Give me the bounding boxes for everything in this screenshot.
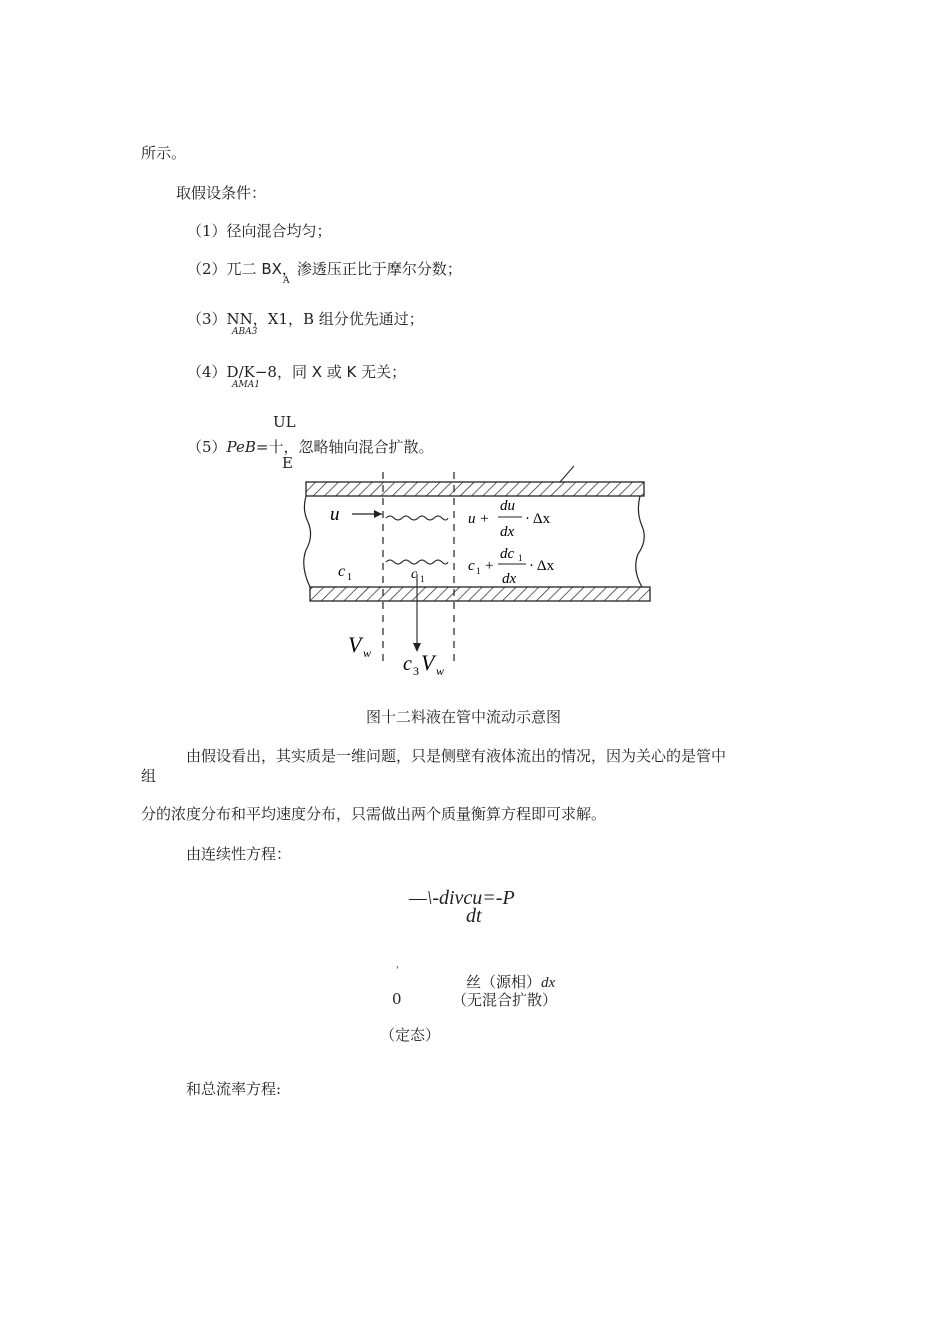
velocity-wave <box>386 516 448 520</box>
assumption-2-sub: A <box>283 276 290 286</box>
label-dx-2: dx <box>502 571 517 587</box>
body-line-2: 分的浓度分布和平均速度分布，只需做出两个质量衡算方程即可求解。 <box>141 805 607 823</box>
zero-value: 0 <box>392 990 402 1008</box>
continuity-formula-dt: dt <box>466 905 482 927</box>
label-c1-plus: + <box>485 558 494 574</box>
assumption-3-number: （3） <box>187 310 227 328</box>
label-c1-left: c <box>338 563 346 580</box>
label-vw-sub: w <box>363 646 372 660</box>
label-u: u <box>330 504 340 525</box>
label-c3-sub: 3 <box>413 664 419 678</box>
source-term-dx: dx <box>541 975 556 991</box>
assumption-2 <box>187 258 462 279</box>
label-c1-left-sub: 1 <box>347 572 352 583</box>
label-dot-dx-1: · Δx <box>525 511 551 527</box>
label-c3-v: V <box>421 650 435 675</box>
body-line-1: 由假设看出，其实质是一维问题，只是侧壁有液体流出的情况，因为关心的是管中 <box>186 747 727 765</box>
assumption-2-expr: 兀二 BX <box>226 260 282 278</box>
assumptions-title: 取假设条件： <box>176 184 267 202</box>
assumption-4-number: （4） <box>187 363 227 381</box>
assumption-5-eq: =十 <box>255 438 284 456</box>
assumption-1: （1）径向混合均匀； <box>187 222 332 240</box>
label-dc1-sub: 1 <box>518 553 523 563</box>
label-dot-dx-2: · Δx <box>529 558 555 574</box>
body-line-1-wrap: 组 <box>141 767 157 785</box>
assumption-4-text: ，同 X 或 K 无关； <box>276 363 407 381</box>
wall-pointer-line <box>560 466 574 482</box>
pipe-top-wall <box>306 482 644 496</box>
assumption-4-sub: AMA1 <box>232 380 260 390</box>
label-c3-v-sub: w <box>436 664 445 678</box>
assumption-2-number: （2） <box>187 260 227 278</box>
pipe-bottom-wall <box>310 587 650 601</box>
figure-caption: 图十二料液在管中流动示意图 <box>366 708 562 726</box>
label-c1-expr: c <box>468 558 475 574</box>
label-dx-1: dx <box>500 524 515 540</box>
continuity-formula: —\-divcu=-P <box>409 887 515 909</box>
label-c3: c <box>403 653 412 675</box>
pipe-left-break <box>304 496 311 587</box>
permeate-arrowhead <box>413 643 421 652</box>
assumption-3-expr: NN <box>226 310 253 328</box>
no-mixing-note: （无混合扩散） <box>452 991 558 1009</box>
steady-state-note: （定态） <box>380 1026 441 1044</box>
assumption-3-text: ，X1，B 组分优先通过； <box>252 310 424 328</box>
continuity-intro: 由连续性方程： <box>186 845 292 863</box>
source-term-text: 丝（源相） <box>466 973 542 991</box>
assumption-5-text: ，忽略轴向混合扩散。 <box>283 438 434 456</box>
label-vw: V <box>348 632 362 657</box>
label-dc1: dc <box>500 546 515 562</box>
assumption-3 <box>187 308 424 329</box>
assumption-3-sub: ABA3 <box>232 327 258 337</box>
label-du: du <box>500 498 515 514</box>
label-c1-mid-sub: 1 <box>420 574 425 584</box>
assumption-5-number: （5） <box>187 438 227 456</box>
assumption-4-expr: D/K−8 <box>226 363 277 381</box>
assumption-5-bottom: E <box>282 454 293 472</box>
pipe-right-break <box>636 496 645 587</box>
label-c1-expr-sub: 1 <box>476 566 481 576</box>
assumption-4 <box>187 361 406 382</box>
label-c1-mid: c <box>411 567 418 582</box>
pipe-flow-diagram <box>290 462 662 694</box>
total-flow-intro: 和总流率方程: <box>186 1080 282 1098</box>
assumption-5-expr: PeB <box>226 438 256 456</box>
velocity-arrowhead <box>374 510 382 518</box>
assumption-5 <box>187 436 433 457</box>
tick-mark: ' <box>396 966 399 976</box>
para-suoshi: 所示。 <box>141 144 187 162</box>
concentration-wave <box>386 560 448 564</box>
label-u-plus: u + <box>468 511 490 527</box>
assumption-2-text: ，渗透压正比于摩尔分数； <box>281 260 462 278</box>
assumption-5-top: UL <box>273 413 296 431</box>
